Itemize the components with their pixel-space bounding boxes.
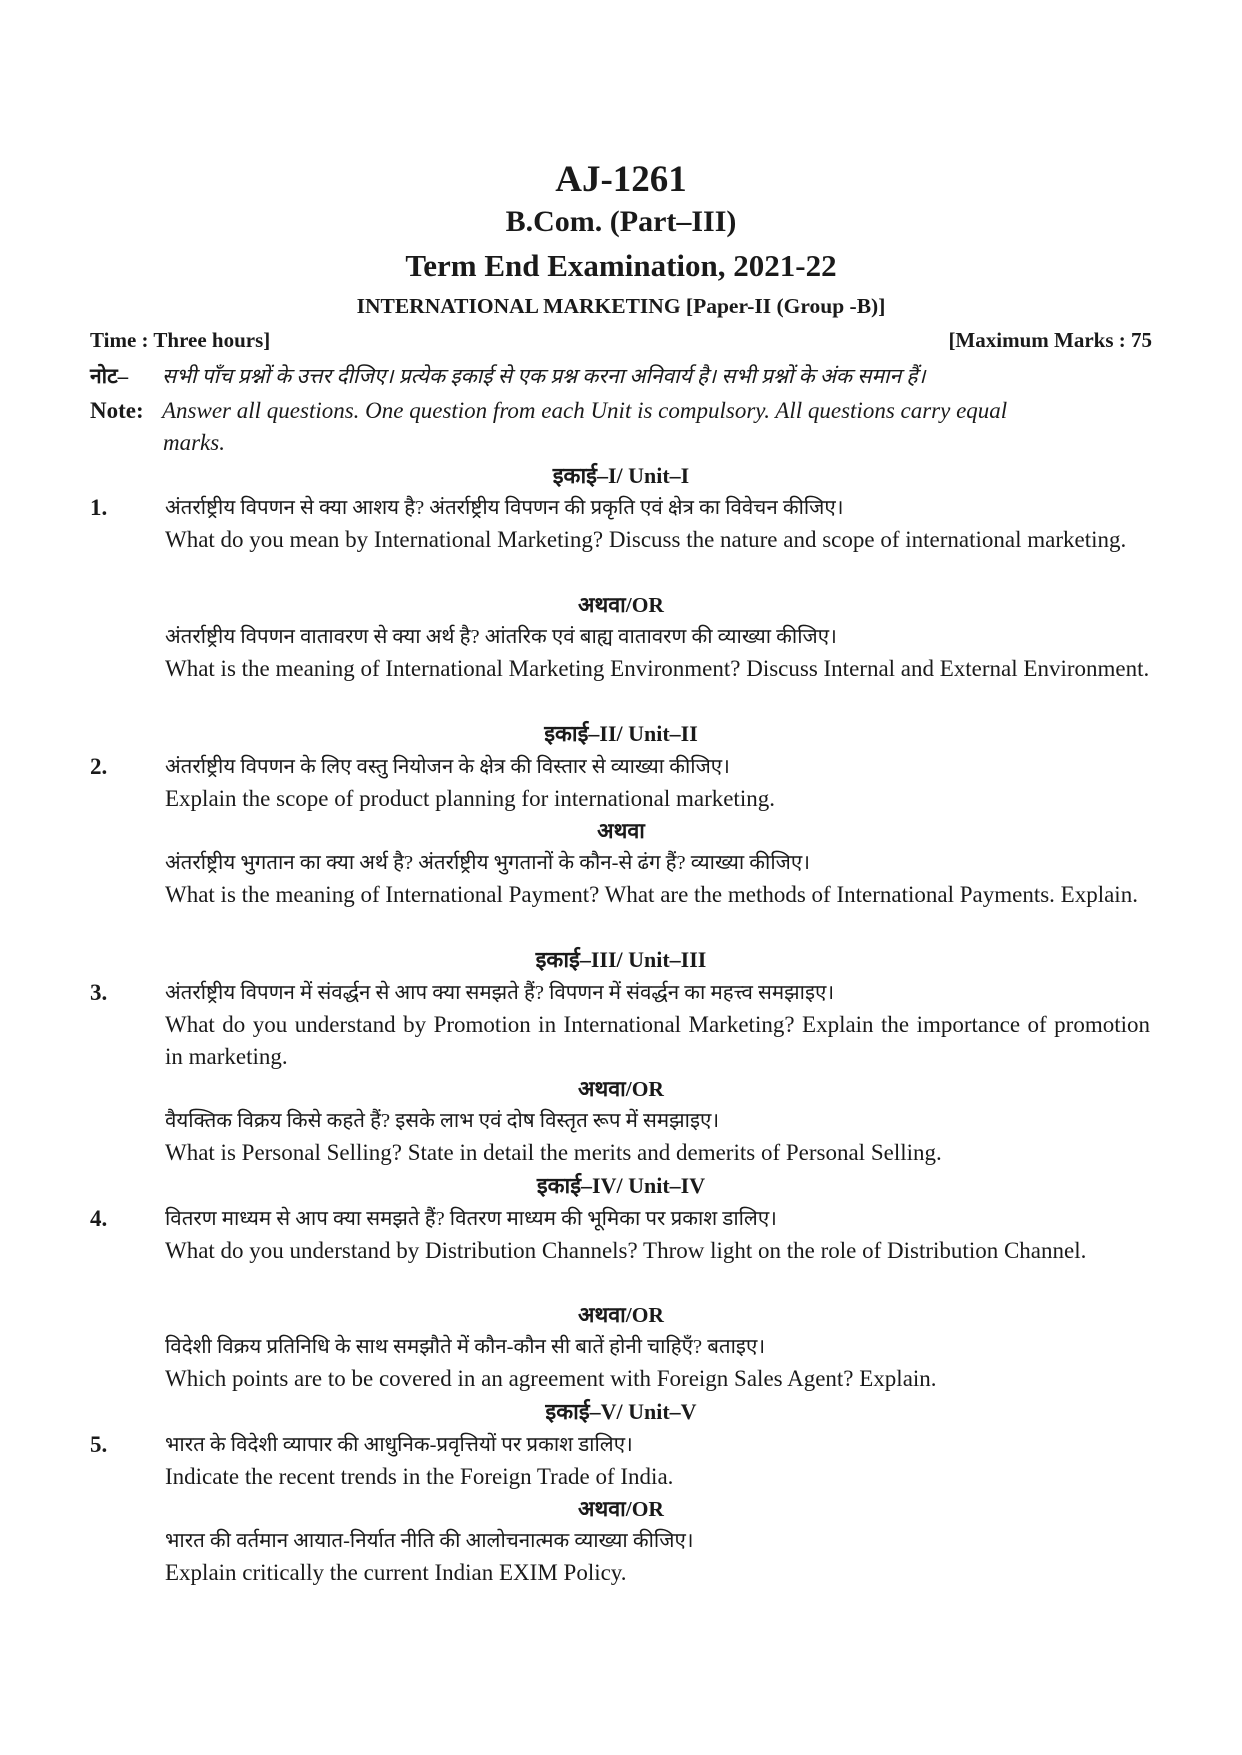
question-3a: [165, 977, 1150, 1073]
course-title: B.Com. (Part–III): [505, 205, 737, 238]
time-label: Time : Three hours]: [90, 328, 271, 352]
unit-heading-5: इकाई–V/ Unit–V: [545, 1399, 697, 1424]
question-hindi: अंतर्राष्ट्रीय विपणन के लिए वस्तु नियोजन के क्षेत्र की विस्तार से व्याख्या कीजिए।: [165, 756, 730, 778]
question-5a: [165, 1429, 1150, 1493]
question-english: Explain the scope of product planning for international marketing.: [165, 786, 775, 811]
english-note: [90, 395, 1160, 459]
question-2a: [165, 751, 1150, 815]
paper-title: INTERNATIONAL MARKETING [Paper-II (Group -B)]: [356, 294, 886, 318]
question-english: What do you understand by Distribution Channels? Throw light on the role of Distribution Channel.: [165, 1238, 1087, 1263]
question-4b: [165, 1331, 1150, 1395]
english-note-text-line2: marks.: [163, 430, 225, 455]
question-hindi: भारत की वर्तमान आयात-निर्यात नीति की आलोचनात्मक व्याख्या कीजिए।: [165, 1530, 694, 1552]
question-number: 5.: [90, 1432, 108, 1457]
question-hindi: विदेशी विक्रय प्रतिनिधि के साथ समझौते में कौन-कौन सी बातें होनी चाहिएँ? बताइए।: [165, 1336, 766, 1358]
or-separator-2: अथवा: [597, 819, 645, 843]
question-hindi: भारत के विदेशी व्यापार की आधुनिक-प्रवृत्तियों पर प्रकाश डालिए।: [165, 1434, 633, 1456]
hindi-note: [90, 362, 1160, 390]
exam-title: Term End Examination, 2021-22: [405, 248, 837, 283]
question-english: What do you understand by Promotion in International Marketing? Explain the importance of promotion in marketing.: [165, 1012, 1150, 1069]
question-hindi: अंतर्राष्ट्रीय भुगतान का क्या अर्थ है? अंतर्राष्ट्रीय भुगतानों के कौन-से ढंग हैं? व्याख्या कीजिए।: [165, 852, 810, 874]
question-english: Explain critically the current Indian EXIM Policy.: [165, 1560, 627, 1585]
question-hindi: वैयक्तिक विक्रय किसे कहते हैं? इसके लाभ एवं दोष विस्तृत रूप में समझाइए।: [165, 1110, 720, 1132]
question-3b: [165, 1105, 1150, 1169]
unit-heading-1: इकाई–I/ Unit–I: [552, 463, 690, 488]
question-hindi: वितरण माध्यम से आप क्या समझते हैं? वितरण माध्यम की भूमिका पर प्रकाश डालिए।: [165, 1208, 777, 1230]
question-4a: [165, 1203, 1150, 1267]
hindi-note-text: सभी पाँच प्रश्नों के उत्तर दीजिए। प्रत्येक इकाई से एक प्रश्न करना अनिवार्य है। सभी प्रश्नों के अंक समान हैं।: [162, 364, 926, 388]
or-separator-5: अथवा/OR: [578, 1497, 664, 1521]
or-separator-3: अथवा/OR: [578, 1077, 664, 1101]
or-separator-1: अथवा/OR: [578, 593, 664, 617]
question-hindi: अंतर्राष्ट्रीय विपणन से क्या आशय है? अंतर्राष्ट्रीय विपणन की प्रकृति एवं क्षेत्र का विवेचन कीजिए।: [165, 497, 844, 519]
english-note-text-line1: Answer all questions. One question from each Unit is compulsory. All questions carry equal: [162, 398, 1008, 423]
question-number: 1.: [90, 495, 108, 520]
question-number: 2.: [90, 754, 108, 779]
question-english: What is the meaning of International Marketing Environment? Discuss Internal and External Environment.: [165, 656, 1150, 681]
unit-heading-2: इकाई–II/ Unit–II: [544, 721, 698, 746]
question-hindi: अंतर्राष्ट्रीय विपणन वातावरण से क्या अर्थ है? आंतरिक एवं बाह्य वातावरण की व्याख्या कीजिए।: [165, 626, 837, 648]
question-english: What is Personal Selling? State in detail the merits and demerits of Personal Selling.: [165, 1140, 942, 1165]
unit-heading-4: इकाई–IV/ Unit–IV: [536, 1173, 706, 1198]
question-5b: [165, 1525, 1150, 1589]
question-english: What is the meaning of International Payment? What are the methods of International Payments. Explain.: [165, 882, 1138, 907]
question-1a: [165, 492, 1150, 556]
question-english: Indicate the recent trends in the Foreign Trade of India.: [165, 1464, 674, 1489]
question-hindi: अंतर्राष्ट्रीय विपणन में संवर्द्धन से आप क्या समझते हैं? विपणन में संवर्द्धन का महत्त्व समझाइए।: [165, 982, 835, 1004]
question-number: 3.: [90, 980, 108, 1005]
hindi-note-label: नोट–: [90, 364, 129, 388]
english-note-label: Note:: [90, 398, 144, 423]
paper-code: AJ-1261: [555, 159, 687, 200]
question-english: Which points are to be covered in an agreement with Foreign Sales Agent? Explain.: [165, 1366, 937, 1391]
question-english: What do you mean by International Marketing? Discuss the nature and scope of international marketing.: [165, 527, 1127, 552]
unit-heading-3: इकाई–III/ Unit–III: [535, 947, 707, 972]
question-2b: [165, 847, 1150, 911]
or-separator-4: अथवा/OR: [578, 1303, 664, 1327]
question-number: 4.: [90, 1206, 108, 1231]
question-1b: [165, 621, 1150, 685]
max-marks-label: [Maximum Marks : 75: [948, 328, 1152, 352]
